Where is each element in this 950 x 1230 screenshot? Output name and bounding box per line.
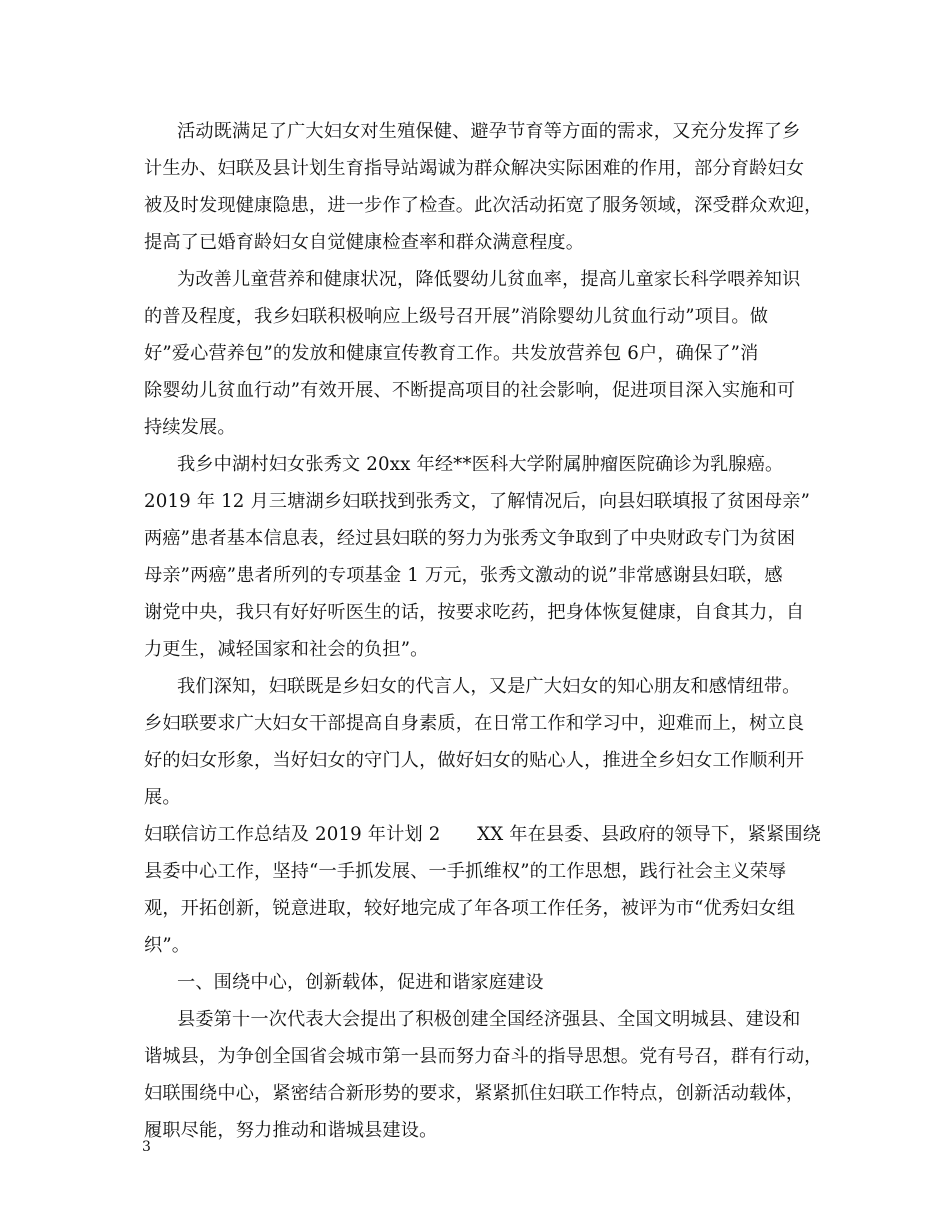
- page-number: 3: [142, 1139, 151, 1155]
- paragraph-6-line-1: 县委第十一次代表大会提出了积极创建全国经济强县、全国文明城县、建设和: [177, 1009, 801, 1030]
- paragraph-3-line-1: 我乡中湖村妇女张秀文 20xx 年经**医科大学附属肿瘤医院确诊为乳腺癌。: [177, 454, 784, 475]
- paragraph-5-line-2: 县委中心工作，坚持“一手抓发展、一手抓维权”的工作思想，践行社会主义荣辱: [144, 861, 787, 882]
- paragraph-1-line-2: 计生办、妇联及县计划生育指导站竭诚为群众解决实际困难的作用，部分育龄妇女: [144, 158, 805, 179]
- paragraph-6-line-2: 谐城县，为争创全国省会城市第一县而努力奋斗的指导思想。党有号召，群有行动，: [144, 1046, 823, 1067]
- paragraph-4-line-2: 乡妇联要求广大妇女干部提高自身素质，在日常工作和学习中，迎难而上，树立良: [144, 713, 805, 734]
- paragraph-4-line-3: 好的妇女形象，当好妇女的守门人，做好妇女的贴心人，推进全乡妇女工作顺利开: [144, 750, 805, 771]
- paragraph-5-line-1: 妇联信访工作总结及 2019 年计划 2 XX 年在县委、县政府的领导下，紧紧围绕: [144, 824, 821, 845]
- paragraph-3-line-3: 两癌”患者基本信息表，经过县妇联的努力为张秀文争取到了中央财政专门为贫困: [144, 528, 796, 549]
- paragraph-2-line-4: 除婴幼儿贫血行动”有效开展、不断提高项目的社会影响，促进项目深入实施和可: [144, 380, 796, 401]
- paragraph-4-line-4: 展。: [144, 787, 181, 808]
- paragraph-2-line-2: 的普及程度，我乡妇联积极响应上级号召开展”消除婴幼儿贫血行动”项目。做: [144, 306, 769, 327]
- paragraph-3-line-6: 力更生，减轻国家和社会的负担”。: [144, 639, 429, 660]
- paragraph-1-line-1: 活动既满足了广大妇女对生殖保健、避孕节育等方面的需求，又充分发挥了乡: [177, 121, 801, 142]
- paragraph-3-line-5: 谢党中央，我只有好好听医生的话，按要求吃药，把身体恢复健康，自食其力，自: [144, 602, 805, 623]
- paragraph-1-line-3: 被及时发现健康隐患，进一步作了检查。此次活动拓宽了服务领域，深受群众欢迎，: [144, 195, 823, 216]
- paragraph-3-line-4: 母亲”两癌”患者所列的专项基金 1 万元，张秀文激动的说”非常感谢县妇联，感: [144, 565, 783, 586]
- paragraph-4-line-1: 我们深知，妇联既是乡妇女的代言人，又是广大妇女的知心朋友和感情纽带。: [177, 676, 801, 697]
- paragraph-1-line-4: 提高了已婚育龄妇女自觉健康检查率和群众满意程度。: [144, 232, 585, 253]
- paragraph-5-line-4: 织”。: [144, 935, 191, 956]
- paragraph-2-line-5: 持续发展。: [144, 417, 236, 438]
- paragraph-6-line-3: 妇联围绕中心，紧密结合新形势的要求，紧紧抓住妇联工作特点，创新活动载体，: [144, 1083, 805, 1104]
- paragraph-2-line-1: 为改善儿童营养和健康状况，降低婴幼儿贫血率，提高儿童家长科学喂养知识: [177, 269, 801, 290]
- paragraph-3-line-2: 2019 年 12 月三塘湖乡妇联找到张秀文，了解情况后，向县妇联填报了贫困母亲”: [144, 491, 811, 512]
- section-heading: 一、围绕中心，创新载体，促进和谐家庭建设: [177, 972, 544, 993]
- paragraph-2-line-3: 好”爱心营养包”的发放和健康宣传教育工作。共发放营养包 6户，确保了”消: [144, 343, 759, 364]
- paragraph-5-line-3: 观，开拓创新，锐意进取，较好地完成了年各项工作任务，被评为市“优秀妇女组: [144, 898, 796, 919]
- paragraph-6-line-4: 履职尽能，努力推动和谐城县建设。: [144, 1120, 438, 1141]
